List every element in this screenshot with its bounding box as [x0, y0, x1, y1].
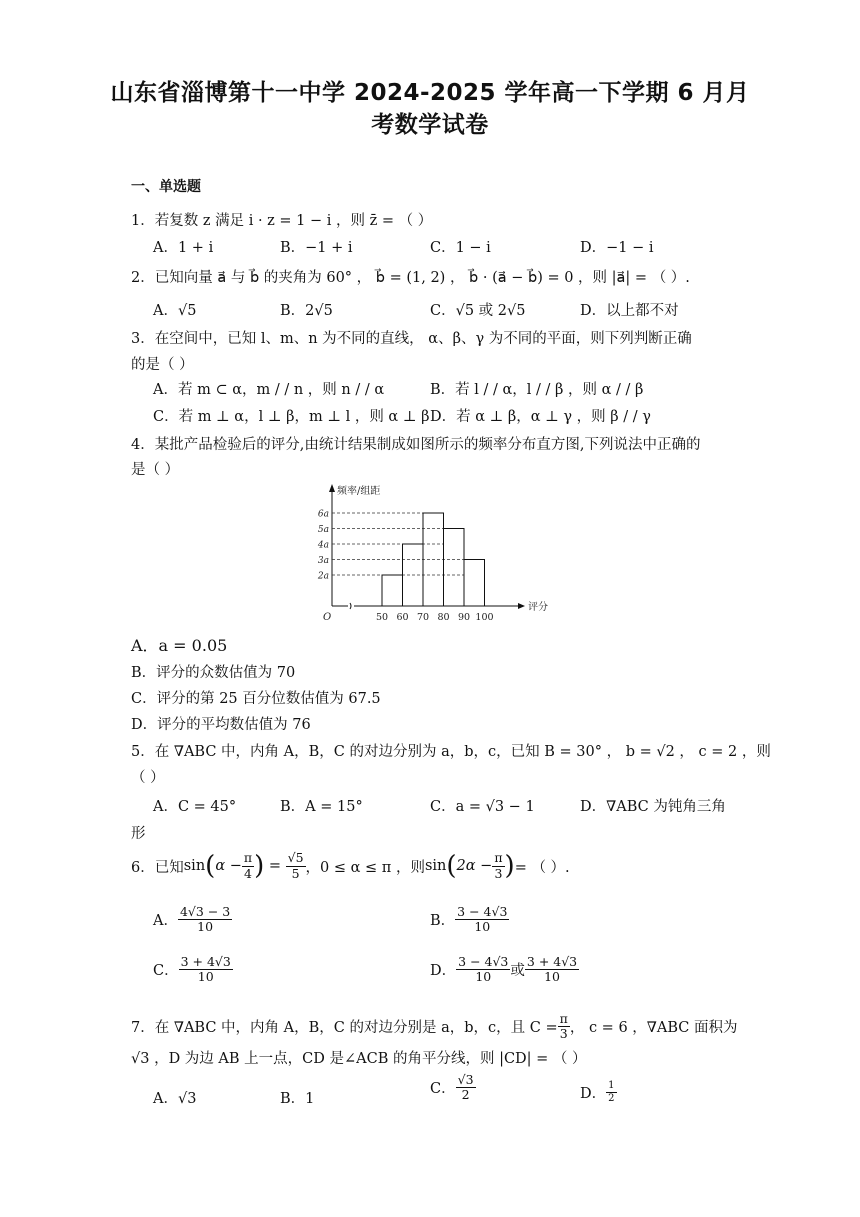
origin-label: O [323, 612, 332, 623]
q3-stem-line-1: 3．在空间中，已知 l、m、n 为不同的直线， α、β、γ 为不同的平面，则下列判断正确 [131, 331, 692, 347]
q6-arg1-num: π [243, 850, 253, 866]
q6-stem-prefix: 6．已知 [131, 859, 184, 876]
q2-option-d: D．以上都不对 [580, 303, 679, 319]
q7-option-c-num: √3 [457, 1072, 474, 1087]
q6-paren-close-2: ) [504, 851, 515, 881]
q6-arg1-den: 4 [244, 865, 252, 881]
q7-option-b: B．1 [280, 1091, 315, 1107]
q3-option-b: B．若 l / / α，l / / β ，则 α / / β [430, 382, 644, 398]
x-tick-60: 60 [396, 612, 409, 623]
q7-option-d-den: 2 [608, 1092, 615, 1104]
q7-option-c-den: 2 [461, 1087, 470, 1103]
q6-option-c-den: 10 [197, 969, 214, 985]
q6-stem-middle: ，0 ≤ α ≤ π ，则 [305, 859, 425, 876]
q5-stem-line-2: （ ） [131, 770, 165, 786]
q6-stem-suffix: = （ ）. [514, 859, 570, 876]
q6-option-d [430, 955, 579, 985]
q6-rhs-num: √5 [287, 850, 304, 866]
q4-option-c: C．评分的第 25 百分位数估值为 67.5 [131, 691, 381, 707]
x-axis-label: 评分 [528, 602, 548, 613]
q6-paren-open-1: ( [205, 851, 216, 881]
q7-option-d-fraction [606, 1080, 616, 1104]
q6-arg1-var: α − [215, 858, 242, 874]
exam-title-line-1: 山东省淄博第十一中学 2024-2025 学年高一下学期 6 月月 [110, 80, 750, 106]
q2-option-b: B．2√5 [280, 303, 333, 319]
q6-rhs-den: 5 [291, 865, 300, 881]
q3-option-d: D．若 α ⊥ β，α ⊥ γ ，则 β / / γ [430, 409, 651, 425]
q7-option-d-label: D． [580, 1085, 607, 1102]
q5-option-d-continued: 形 [131, 826, 146, 842]
q3-option-a: A．若 m ⊂ α，m / / n ，则 n / / α [153, 382, 385, 398]
q5-stem-line-1: 5．在 ∇ABC 中，内角 A，B，C 的对边分别为 a，b，c，已知 B = 30° ， b = √2 ， c = 2 ，则 [131, 744, 771, 760]
exam-title-line-2: 考数学试卷 [371, 112, 489, 138]
q6-option-a-label: A． [153, 913, 178, 930]
bar-80-90 [444, 529, 465, 607]
q1-stem: 1．若复数 z 满足 i · z = 1 − i ，则 z̄ = （ ） [131, 213, 433, 229]
y-tick-2a: 2a [317, 571, 329, 582]
q7-c-num: π [559, 1011, 568, 1026]
q6-paren-open-2: ( [446, 851, 457, 881]
q5-option-b: B．A = 15° [280, 799, 363, 815]
x-axis-arrow [518, 603, 525, 609]
q6-option-a [153, 905, 232, 935]
q6-option-a-den: 10 [197, 919, 214, 935]
q6-option-d-or: 或 [510, 963, 525, 980]
q4-stem-line-1: 4．某批产品检验后的评分,由统计结果制成如图所示的频率分布直方图,下列说法中正确的 [131, 437, 701, 453]
x-tick-70: 70 [416, 612, 430, 623]
y-axis-arrow [329, 484, 335, 492]
q4-option-d: D．评分的平均数估值为 76 [131, 717, 311, 733]
q6-option-c-label: C． [153, 963, 179, 980]
q6-arg2-num: π [494, 850, 503, 866]
frequency-histogram [300, 478, 560, 623]
q6-option-d-den-2: 10 [544, 969, 560, 985]
q2-option-c: C．√5 或 2√5 [430, 303, 526, 319]
q6-paren-close-1: ) [254, 851, 265, 881]
y-tick-3a: 3a [317, 556, 329, 566]
q7-option-a: A．√3 [153, 1091, 197, 1107]
q6-option-c [153, 955, 233, 985]
q2-option-a: A．√5 [153, 303, 197, 319]
x-tick-50: 50 [375, 612, 389, 623]
q6-option-d-fraction-1 [456, 955, 510, 985]
q7-c-fraction [558, 1012, 570, 1042]
q6-option-d-label: D． [430, 963, 457, 980]
q1-option-b: B．−1 + i [280, 240, 353, 256]
q4-option-a: A．a = 0.05 [131, 636, 228, 655]
q6-option-d-den-1: 10 [475, 969, 492, 985]
q6-sin-2: sin [424, 858, 447, 874]
y-axis-label: 频率/组距 [337, 486, 381, 497]
q7-option-c-label: C． [430, 1081, 456, 1098]
q3-stem-line-2: 的是（ ） [131, 357, 194, 373]
q7-c-den: 3 [559, 1026, 568, 1042]
q6-option-d-num-2: 3 + 4√3 [526, 954, 578, 969]
q5-option-d: D．∇ABC 为钝角三角 [580, 799, 726, 815]
q6-arg1-fraction [242, 851, 254, 881]
x-tick-100: 100 [475, 612, 494, 623]
q7-option-d [580, 1080, 617, 1104]
q7-stem-1b: ， c = 6 ，∇ABC 面积为 [569, 1020, 738, 1037]
q6-option-c-num: 3 + 4√3 [180, 954, 231, 969]
q1-option-d: D．−1 − i [580, 240, 654, 256]
q7-stem-line-1 [131, 1012, 738, 1042]
x-tick-80: 80 [437, 612, 450, 623]
bar-50-60 [382, 575, 403, 606]
q6-rhs-fraction [286, 851, 306, 881]
q1-option-a: A．1 + i [153, 240, 214, 256]
q5-option-a: A．C = 45° [153, 799, 237, 815]
q6-option-b [430, 905, 509, 935]
q7-stem-1a: 7．在 ∇ABC 中，内角 A，B，C 的对边分别是 a，b，c，且 C = [131, 1020, 558, 1037]
axis-break-mark [350, 603, 351, 609]
q6-option-d-num-1: 3 − 4√3 [458, 954, 509, 969]
q1-option-c: C．1 − i [430, 240, 491, 256]
q6-option-a-num: 4√3 − 3 [179, 904, 231, 919]
x-tick-90: 90 [457, 612, 471, 623]
q6-option-b-num: 3 − 4√3 [457, 904, 508, 919]
q4-option-b: B．评分的众数估值为 70 [131, 665, 296, 681]
q2-stem: 2．已知向量 a⃗ 与 b⃗ 的夹角为 60° ， b⃗ = (1, 2) ， b⃗ · (a⃗ − b⃗) = 0 ，则 |a⃗| = （ ）. [131, 270, 690, 286]
q6-option-d-fraction-2 [525, 955, 579, 985]
q7-stem-line-2: √3 ，D 为边 AB 上一点，CD 是∠ACB 的角平分线，则 |CD| = （ ） [131, 1051, 587, 1067]
q7-option-c [430, 1073, 476, 1103]
q6-option-b-den: 10 [474, 919, 491, 935]
y-tick-6a: 6a [317, 509, 329, 520]
q7-option-c-fraction [456, 1073, 476, 1103]
section-heading-single-choice: 一、单选题 [131, 179, 201, 195]
y-tick-5a: 5a [317, 525, 329, 535]
q6-arg2-fraction [492, 851, 504, 881]
q6-arg2-var: 2α − [456, 858, 493, 874]
q6-option-a-fraction [178, 905, 232, 935]
q3-option-c: C．若 m ⊥ α，l ⊥ β，m ⊥ l ，则 α ⊥ β [153, 409, 430, 425]
q6-stem: 6．已知 sin ( α − $\frac{\pi}{4}$ ) = $\frac{√5}{5}$ ，0 ≤ α ≤ π ，则 sin ( 2α − $\frac{\pi}{3}$ ) = （ ）. [131, 850, 570, 881]
bar-90-100 [464, 560, 485, 607]
q5-option-c: C．a = √3 − 1 [430, 799, 535, 815]
y-tick-4a: 4a [317, 540, 329, 551]
q6-option-b-fraction [455, 905, 509, 935]
q6-option-c-fraction [179, 955, 233, 985]
q7-option-d-num: 1 [608, 1080, 615, 1091]
q6-arg2-den: 3 [494, 865, 503, 881]
q6-option-b-label: B． [430, 913, 456, 930]
q4-stem-line-2: 是（ ） [131, 462, 180, 478]
q6-sin-1: sin [183, 858, 206, 874]
